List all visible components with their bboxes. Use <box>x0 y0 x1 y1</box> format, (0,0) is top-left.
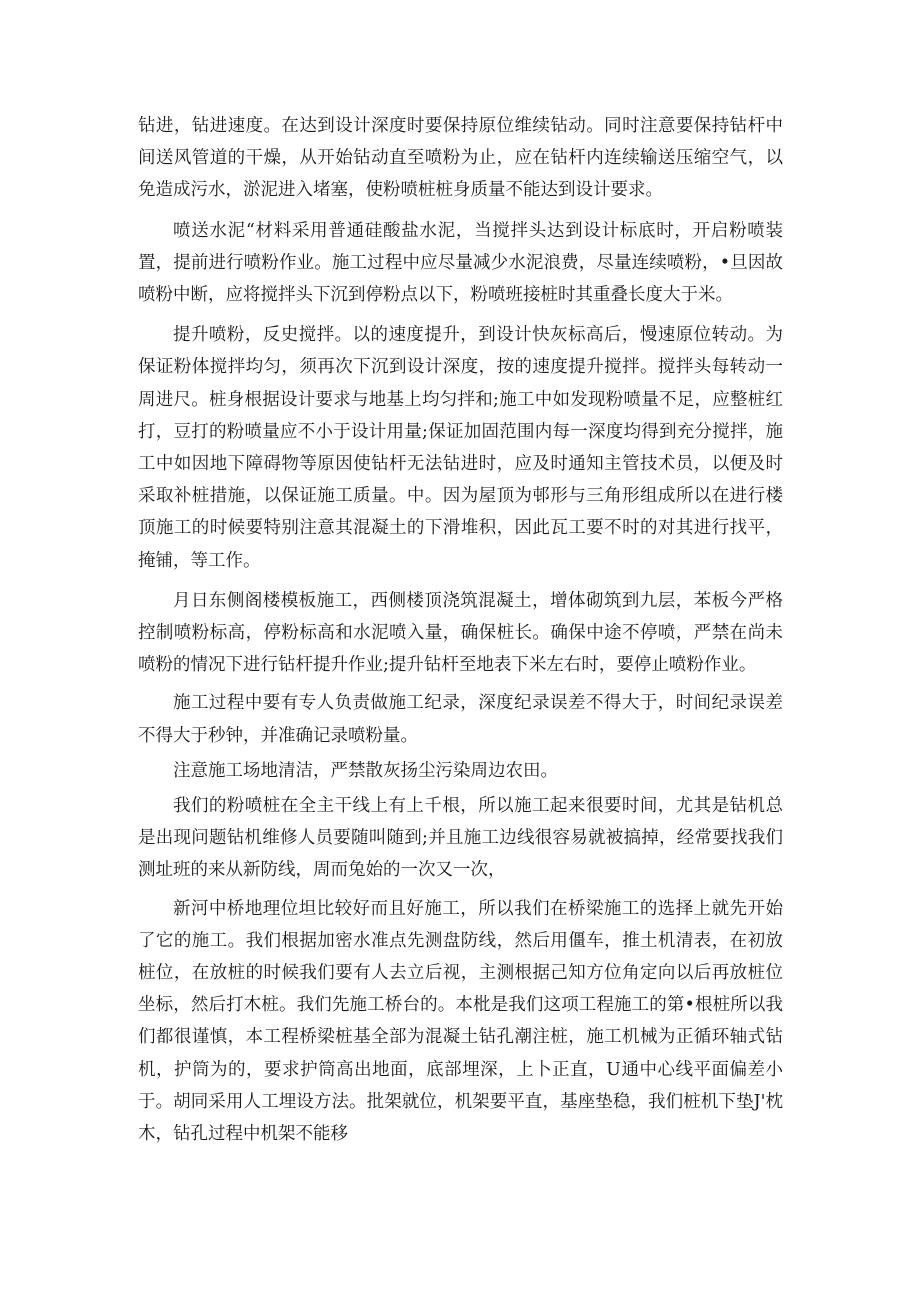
document-body <box>138 110 783 1150</box>
paragraph-7: 我们的粉喷桩在全主干线上有上千根，所以施工起来很要时间，尤其是钻机总是出现问题钻机维修人员要随叫随到;并且施工边线很容易就被搞掉，经常要找我们测址班的来从新防线，周而兔始的一次又一次， <box>138 796 783 881</box>
paragraph-5: 施工过程中要有专人负责做施工纪录，深度纪录误差不得大于，时间纪录误差不得大于秒钟，并准确记录喷粉量。 <box>138 693 783 746</box>
paragraph-1: 钻进，钻进速度。在达到设计深度时要保持原位维续钻动。同时注意要保持钻杆中间送风管道的干燥，从开始钻动直至喷粉为止，应在钻杆内连续输送压缩空气，以免造成污水，淤泥进入堵塞，使粉喷桩桩身质量不能达到设计要求。 <box>138 116 783 201</box>
paragraph-8: 新河中桥地理位坦比较好而且好施工，所以我们在桥梁施工的选择上就先开始了它的施工。我们根据加密水准点先测盘防线，然后用僵车，推土机清表，在初放桩位，在放桩的时候我们要有人去立后视，主测根据己知方位角定向以后再放桩位坐标，然后打木桩。我们先施工桥台的。本枇是我们这项工程施工的第•根桩所以我们都很谨慎，本工程桥梁桩基全部为混凝土钻孔潮注桩，施工机械为正循环轴式钻机，护筒为的，要求护筒高出地面，底部埋深，上卜正直，U通中心线平面偏差小于。胡同采用人工埋设方法。批架就位，机架要平直，基座垫稳，我们桩机下垫J'枕木，钻孔过程中机架不能移 <box>138 898 783 1145</box>
paragraph-4: 月日东侧阁楼模板施工，西侧楼顶浇筑混凝土，增体砌筑到九层，苯板今严格控制喷粉标高，停粉标高和水泥喷入量，确保桩长。确保中途不停喷，严禁在尚未喷粉的情况下进行钻杆提升作业;提升钻杆至地表下米左右时，要停止喷粉作业。 <box>138 590 783 676</box>
paragraph-6: 注意施工场地清洁，严禁散灰扬尘污染周边农田。 <box>173 760 558 781</box>
paragraph-3: 提升喷粉，反史搅拌。以的速度提升，到设计快灰标高后，慢速原位转动。为保证粉体搅拌均匀，须再次下沉到设计深度，按的速度提升搅拌。搅拌头每转动一周进尺。桩身根据设计要求与地基上均匀拌和;施工中如发现粉喷量不足，应整桩红打，豆打的粉喷量应不小于设计用量;保证加固范围内每一深度均得到充分搅拌，施工中如因地下障碍物等原因使钻杆无法钻进时，应及时通知主管技术员，以便及时采取补桩措施，以保证施工质量。中。因为屋顶为邨形与三角形组成所以在进行楼顶施工的时候要特别注意其混凝土的下滑堆积，因此瓦工要不时的对其进行找平，掩铺，等工作。 <box>138 325 783 571</box>
paragraph-2: 喷送水泥“材料采用普通硅酸盐水泥，当搅拌头达到设计标底时，开启粉喷装置，提前进行喷粉作业。施工过程中应尽量减少水泥浪费，尽量连续喷粉，•旦因故喷粉中断，应将搅拌头下沉到停粉点以下，粉喷班接桩时其重叠长度大于米。 <box>138 220 783 306</box>
